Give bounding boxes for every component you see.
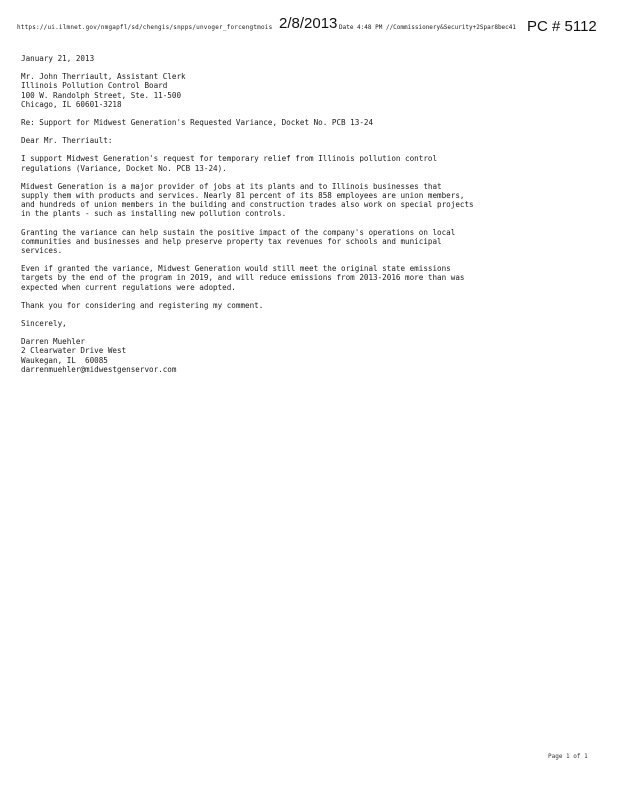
- header-timestamp: Date 4:48 PM //Commissionery&Security+2Spar8bec41: [339, 24, 517, 31]
- paragraph-line: services.: [21, 246, 63, 256]
- paragraph-line: Granting the variance can help sustain the positive impact of the company's operations on local: [21, 227, 456, 237]
- paragraph: [21, 264, 581, 292]
- page-number: Page 1 of 1: [548, 753, 588, 760]
- recipient-line: Illinois Pollution Control Board: [21, 81, 168, 91]
- paragraph: [21, 301, 581, 310]
- signature-line: Waukegan, IL 60085: [21, 355, 108, 365]
- paragraph-line: Thank you for considering and registering my comment.: [21, 300, 264, 310]
- paragraph: [21, 154, 581, 172]
- signature-line: 2 Clearwater Drive West: [21, 346, 127, 356]
- public-comment-number: PC # 5112: [527, 18, 597, 35]
- recipient-line: Mr. John Therriault, Assistant Clerk: [21, 72, 186, 82]
- paragraph: [21, 182, 581, 219]
- fax-header: [0, 0, 618, 40]
- salutation: Dear Mr. Therriault:: [21, 136, 113, 146]
- letter-body: [21, 54, 581, 374]
- paragraph-line: expected when current regulations were adopted.: [21, 282, 236, 292]
- signature-line: darrenmuehler@midwestgenservor.com: [21, 364, 177, 374]
- paragraph-line: communities and businesses and help preserve property tax revenues for schools and municipal: [21, 236, 442, 246]
- recipient-line: Chicago, IL 60601-3218: [21, 99, 122, 109]
- recipient-line: 100 W. Randolph Street, Ste. 11-500: [21, 90, 182, 100]
- recipient-address: [21, 72, 581, 109]
- header-date: 2/8/2013: [279, 15, 338, 32]
- paragraph-line: I support Midwest Generation's request for temporary relief from Illinois pollution control: [21, 154, 438, 164]
- paragraph-line: in the plants - such as installing new pollution controls.: [21, 209, 287, 219]
- paragraph-line: supply them with products and services. Nearly 81 percent of its 858 employees are union members,: [21, 191, 465, 201]
- paragraph-line: and hundreds of union members in the building and construction trades also work on special projects: [21, 200, 474, 210]
- paragraph-line: Even if granted the variance, Midwest Generation would still meet the original state emissions: [21, 264, 451, 274]
- paragraph: [21, 228, 581, 256]
- paragraph-line: targets by the end of the program in 2019, and will reduce emissions from 2013-2016 more than was: [21, 273, 465, 283]
- letter-date: January 21, 2013: [21, 54, 95, 63]
- re-line: Re: Support for Midwest Generation's Requested Variance, Docket No. PCB 13-24: [21, 118, 374, 128]
- closing: Sincerely,: [21, 319, 67, 329]
- paragraph-line: Midwest Generation is a major provider of jobs at its plants and to Illinois businesses that: [21, 181, 442, 191]
- paragraph-line: regulations (Variance, Docket No. PCB 13-24).: [21, 163, 227, 173]
- signature-line: Darren Muehler: [21, 337, 86, 347]
- header-url: https://ui.ilmnet.gov/nmgapfl/sd/chengis/snpps/unvoger_forcengtmois: [17, 24, 273, 31]
- signature-block: [21, 337, 581, 374]
